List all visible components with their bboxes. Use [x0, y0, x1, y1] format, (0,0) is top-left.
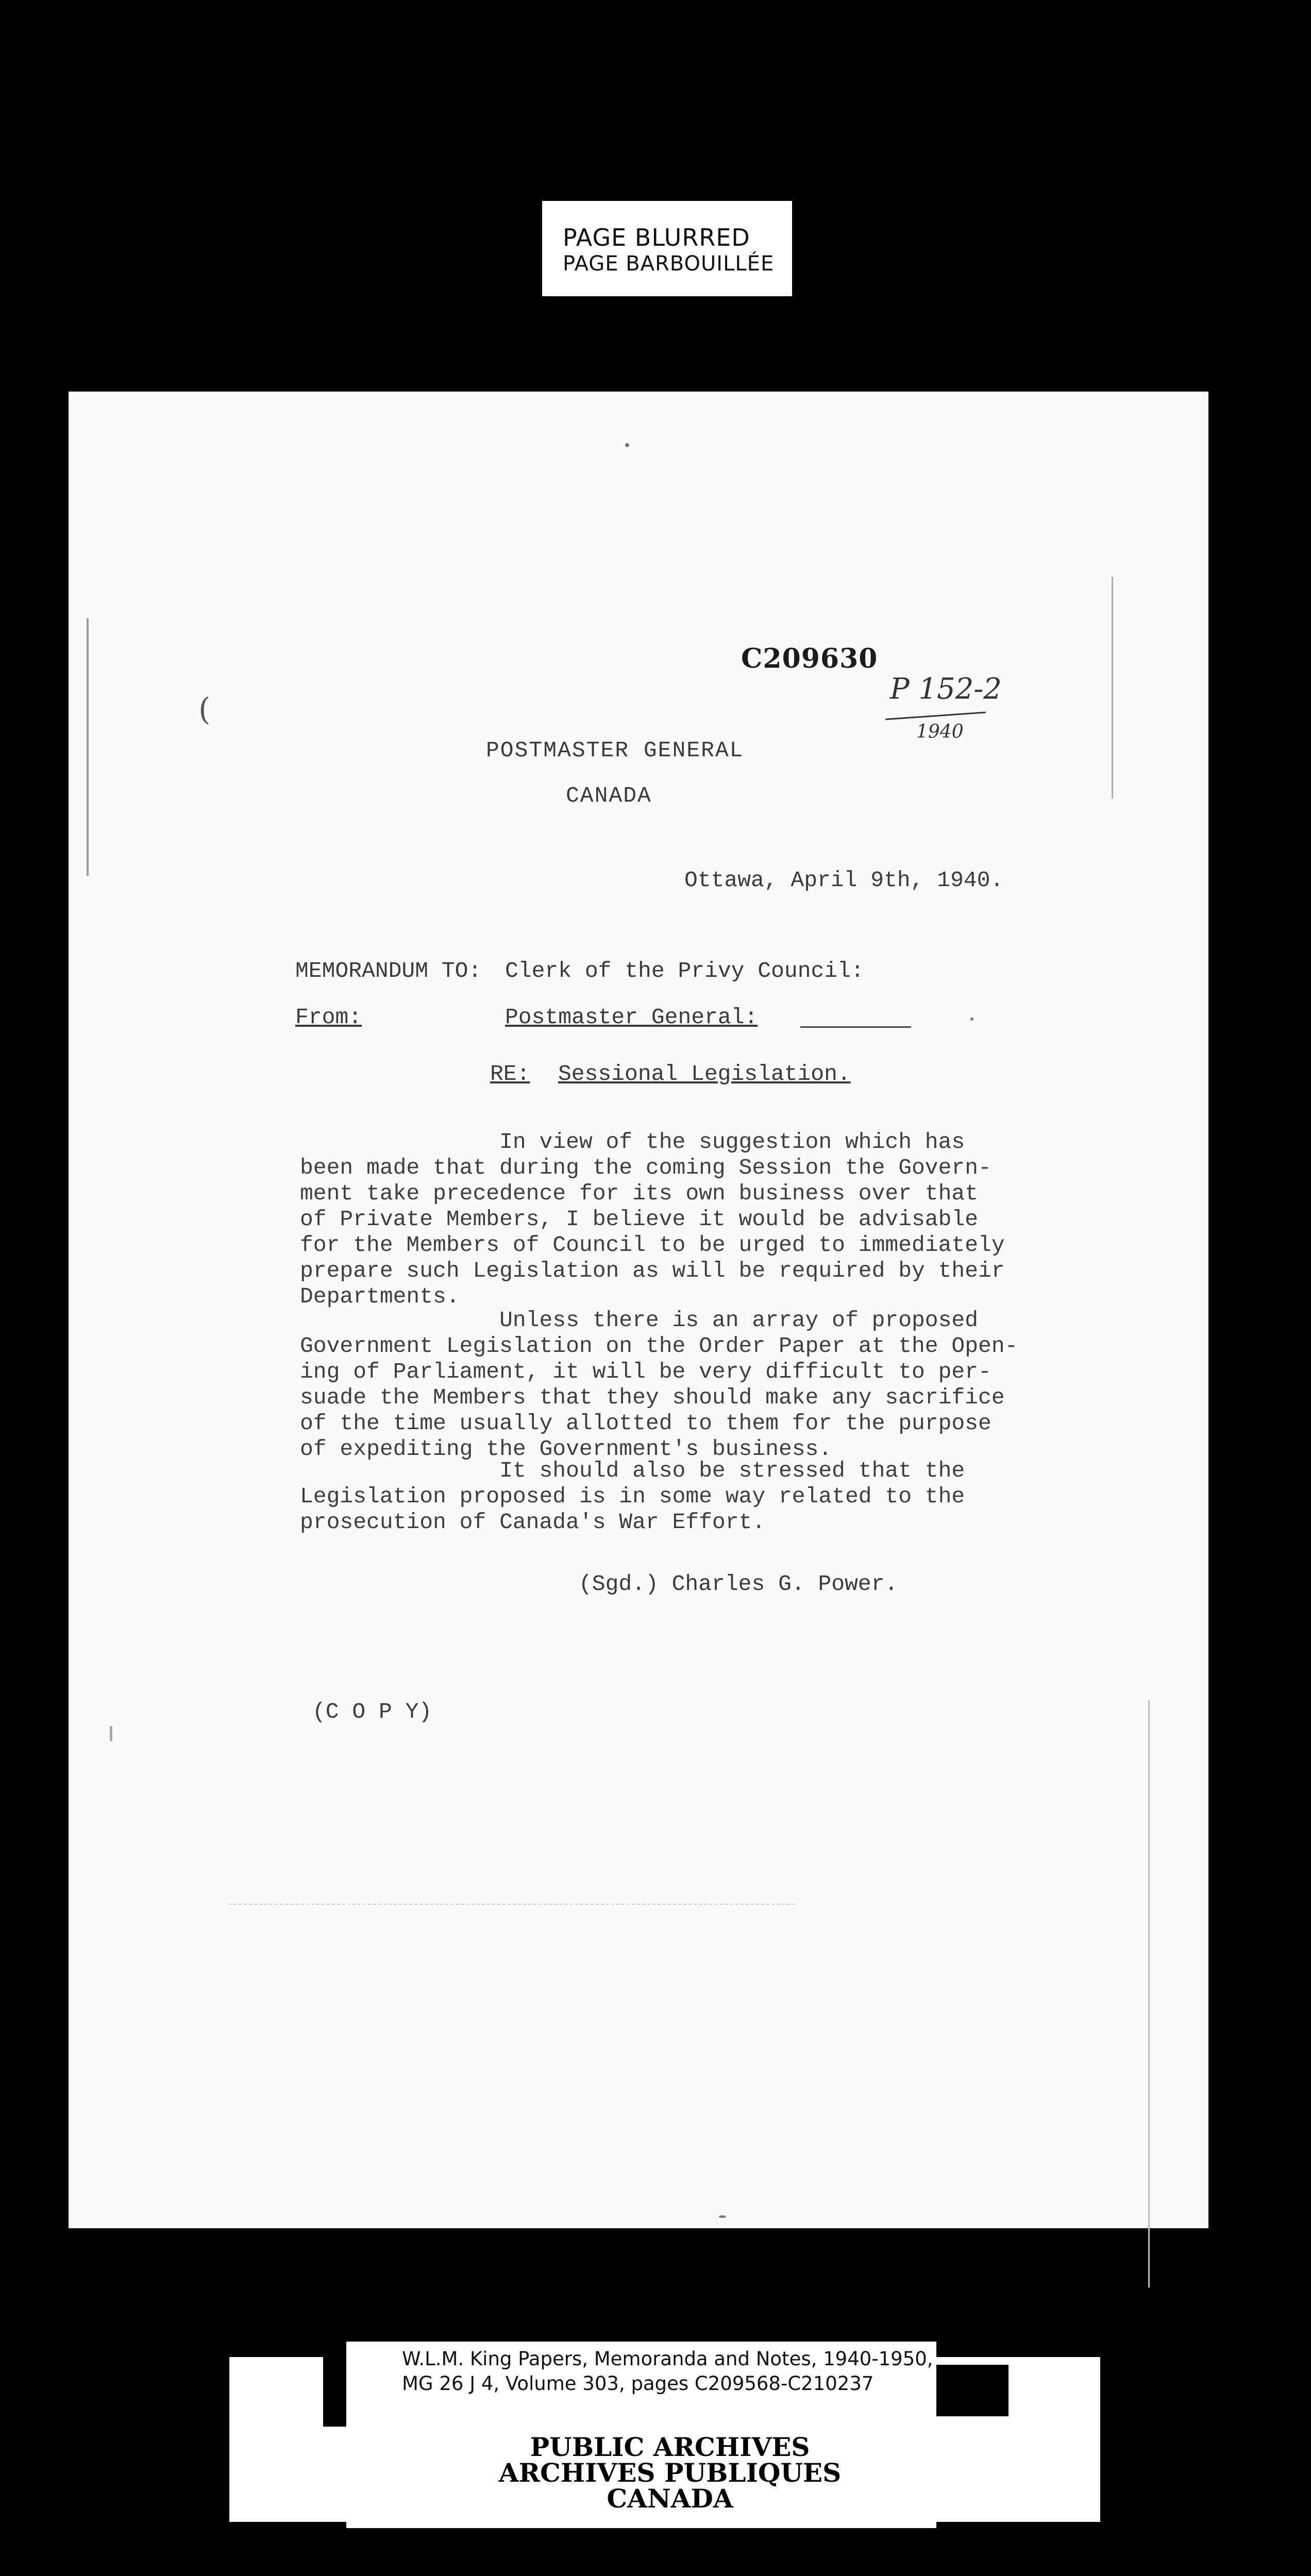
- letterhead-title: POSTMASTER GENERAL: [486, 738, 744, 763]
- page-edge-shadow-right-top: [1112, 577, 1113, 799]
- archive-citation-line-2: MG 26 J 4, Volume 303, pages C209568-C210237: [402, 2372, 874, 2395]
- memo-from-value: Postmaster General:: [505, 1005, 758, 1030]
- handwritten-file-reference: P 152-2: [890, 672, 1002, 706]
- memo-paragraph-2: Unless there is an array of proposed Government Legislation on the Order Paper at the Open- ing of Parliament, it will be very difficult to per- suade the Members that they should make any sacrifice of the time usually allotted to them for the purpose of expediting the Government's business.: [300, 1308, 1018, 1462]
- memo-paragraph-1: In view of the suggestion which has been made that during the coming Session the Govern- ment take precedence for its own business over that of Private Members, I believe it would be advisable for the Members of Council to be urged to immediately prepare such Legislation as will be required by their Departments.: [300, 1129, 1005, 1309]
- from-field-rule: [800, 1026, 911, 1028]
- margin-punch-mark: (: [198, 691, 211, 727]
- memo-to-value: Clerk of the Privy Council:: [505, 958, 864, 984]
- memo-to-label: MEMORANDUM TO:: [295, 958, 482, 984]
- page-speck: [625, 443, 629, 447]
- memo-date: Ottawa, April 9th, 1940.: [684, 868, 1004, 893]
- memo-from-label: From:: [295, 1005, 362, 1030]
- archive-stamp-country: CANADA: [607, 2483, 733, 2514]
- page-speck: [110, 1726, 112, 1741]
- page-speck: [719, 2215, 726, 2218]
- letterhead-country: CANADA: [566, 783, 652, 808]
- document-number: C209630: [741, 643, 878, 674]
- archive-citation: [402, 2347, 933, 2396]
- page-blurred-notice: [542, 201, 792, 296]
- page-fold-line: [228, 1904, 795, 1905]
- memo-re-label: RE:: [490, 1061, 530, 1087]
- memo-signature: (Sgd.) Charles G. Power.: [579, 1571, 898, 1597]
- archive-stamp: [453, 2434, 886, 2512]
- page-edge-shadow-left: [87, 618, 89, 876]
- page-speck: [970, 1018, 973, 1021]
- memo-paragraph-3: It should also be stressed that the Legislation proposed is in some way related to the prosecution of Canada's War Effort.: [300, 1458, 965, 1535]
- blur-notice-french: PAGE BARBOUILLÉE: [563, 252, 775, 276]
- panel-bottom-strip: [346, 2522, 936, 2528]
- panel-notch-right: [936, 2365, 1009, 2416]
- page-edge-shadow-right: [1148, 1700, 1150, 2287]
- document-page: [69, 392, 1208, 2228]
- copy-marking: (C O P Y): [312, 1699, 432, 1724]
- archive-stamp-french: ARCHIVES PUBLIQUES: [498, 2458, 842, 2488]
- memo-subject: Sessional Legislation.: [558, 1061, 851, 1087]
- archive-stamp-english: PUBLIC ARCHIVES: [530, 2432, 810, 2462]
- blur-notice-english: PAGE BLURRED: [563, 224, 750, 251]
- archive-citation-line-1: W.L.M. King Papers, Memoranda and Notes, 1940-1950,: [402, 2348, 933, 2370]
- panel-notch-left: [323, 2357, 346, 2427]
- handwritten-year: 1940: [916, 721, 964, 742]
- handwritten-rule: [885, 711, 986, 720]
